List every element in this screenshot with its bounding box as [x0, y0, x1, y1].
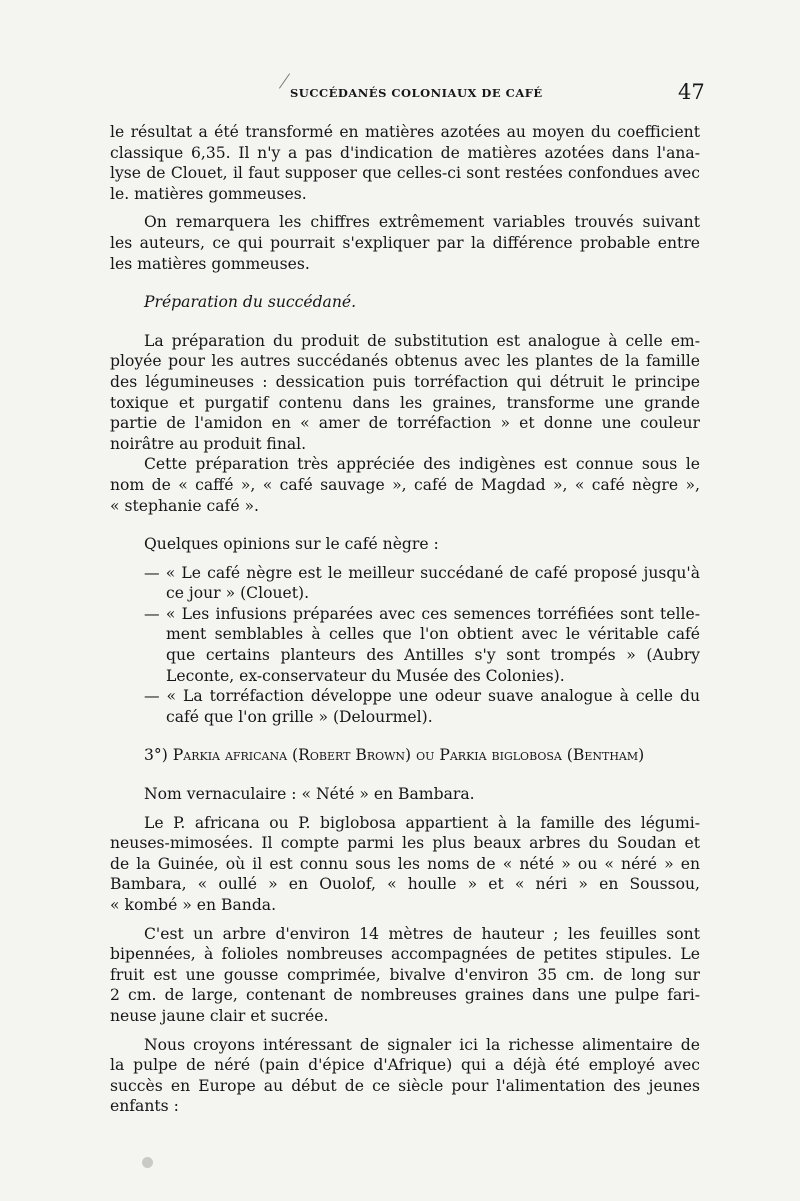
text-line: de la Guinée, où il est connu sous les noms de « nété » ou « néré » en: [110, 854, 700, 873]
text-line: Bambara, « oullé » en Ouolof, « houlle » et « néri » en Soussou,: [110, 875, 700, 894]
text-line: noirâtre au produit final.: [110, 434, 307, 453]
paragraph-variability: [110, 212, 700, 274]
section-heading-preparation: Préparation du succédané.: [144, 293, 357, 312]
quote-aubry-leconte: [110, 604, 700, 686]
text-line: le résultat a été transformé en matières azotées au moyen du coefficient: [110, 123, 700, 141]
body-text: [110, 122, 700, 1117]
text-line: Cette préparation très appréciée des indigènes est connue sous le: [144, 455, 700, 474]
quote-clouet: [110, 563, 700, 604]
paragraph-preparation: [110, 331, 700, 455]
text-line: bipennées, à folioles nombreuses accompagnées de petites stipules. Le: [110, 945, 700, 964]
text-line: des légumineuses : dessication puis torréfaction qui détruit le principe: [110, 372, 700, 391]
text-line: lyse de Clouet, il faut supposer que celles-ci sont restées confondues avec: [110, 164, 700, 183]
quote-delourmel: [110, 686, 700, 727]
text-line: partie de l'amidon en « amer de torréfaction » et donne une couleur: [110, 414, 700, 433]
text-line: ce jour » (Clouet).: [166, 584, 310, 603]
text-line: « stephanie café ».: [110, 496, 260, 515]
text-line: succès en Europe au début de ce siècle pour l'alimentation des jeunes: [110, 1076, 700, 1095]
text-line: Nous croyons intéressant de signaler ici la richesse alimentaire de: [144, 1035, 700, 1054]
text-line: Leconte, ex-conservateur du Musée des Colonies).: [166, 666, 565, 685]
text-line: que certains planteurs des Antilles s'y sont trompés » (Aubry: [166, 646, 700, 665]
text-line: « kombé » en Banda.: [110, 896, 277, 914]
text-line: — « Les infusions préparées avec ces semences torréfiées sont telle-: [144, 604, 700, 623]
paragraph-nitrogen: [110, 122, 700, 204]
text-line: On remarquera les chiffres extrêmement variables trouvés suivant: [144, 213, 700, 232]
text-line: ment semblables à celles que l'on obtient avec le véritable café: [166, 625, 700, 644]
text-line: La préparation du produit de substitution est analogue à celle em-: [144, 331, 700, 350]
section-heading-parkia: 3°) Parkia africana (Robert Brown) ou Parkia biglobosa (Bentham): [144, 746, 645, 765]
text-line: fruit est une gousse comprimée, bivalve d'environ 35 cm. de long sur: [110, 965, 700, 984]
text-line: nom de « caffé », « café sauvage », café de Magdad », « café nègre »,: [110, 475, 700, 494]
text-line: — « Le café nègre est le meilleur succédané de café proposé jusqu'à: [144, 563, 700, 582]
text-line: les auteurs, ce qui pourrait s'expliquer par la différence probable entre: [110, 233, 700, 252]
text-line: ployée pour les autres succédanés obtenus avec les plantes de la famille: [110, 352, 700, 371]
text-line: enfants :: [110, 1097, 179, 1116]
paragraph-parkia: [110, 813, 700, 916]
page-number: 47: [678, 80, 705, 104]
text-line: les matières gommeuses.: [110, 254, 310, 273]
text-line: le. matières gommeuses.: [110, 184, 307, 203]
paragraph-nutrition: [110, 1035, 700, 1117]
text-line: — « La torréfaction développe une odeur suave analogue à celle du: [144, 687, 700, 706]
running-head: [150, 80, 705, 110]
text-line: classique 6,35. Il n'y a pas d'indication de matières azotées dans l'ana-: [110, 143, 700, 162]
paragraph-names: [110, 454, 700, 516]
paragraph-tree: [110, 924, 700, 1027]
text-line: café que l'on grille » (Delourmel).: [166, 707, 433, 726]
text-line: neuse jaune clair et sucrée.: [110, 1006, 329, 1025]
text-line: C'est un arbre d'environ 14 mètres de hauteur ; les feuilles sont: [144, 924, 700, 943]
text-line: Le P. africana ou P. biglobosa appartient à la famille des légumi-: [144, 813, 700, 832]
text-line: 2 cm. de large, contenant de nombreuses graines dans une pulpe fari-: [110, 986, 700, 1005]
text-line: neuses-mimosées. Il compte parmi les plus beaux arbres du Soudan et: [110, 834, 700, 853]
opinions-intro: Quelques opinions sur le café nègre :: [144, 535, 439, 554]
paper-speck: [142, 1157, 153, 1168]
vernacular-name: Nom vernaculaire : « Nété » en Bambara.: [144, 785, 475, 804]
running-title: SUCCÉDANÉS COLONIAUX DE CAFÉ: [290, 86, 543, 100]
text-line: la pulpe de néré (pain d'épice d'Afrique) qui a déjà été employé avec: [110, 1056, 700, 1075]
text-line: toxique et purgatif contenu dans les graines, transforme une grande: [110, 393, 700, 412]
